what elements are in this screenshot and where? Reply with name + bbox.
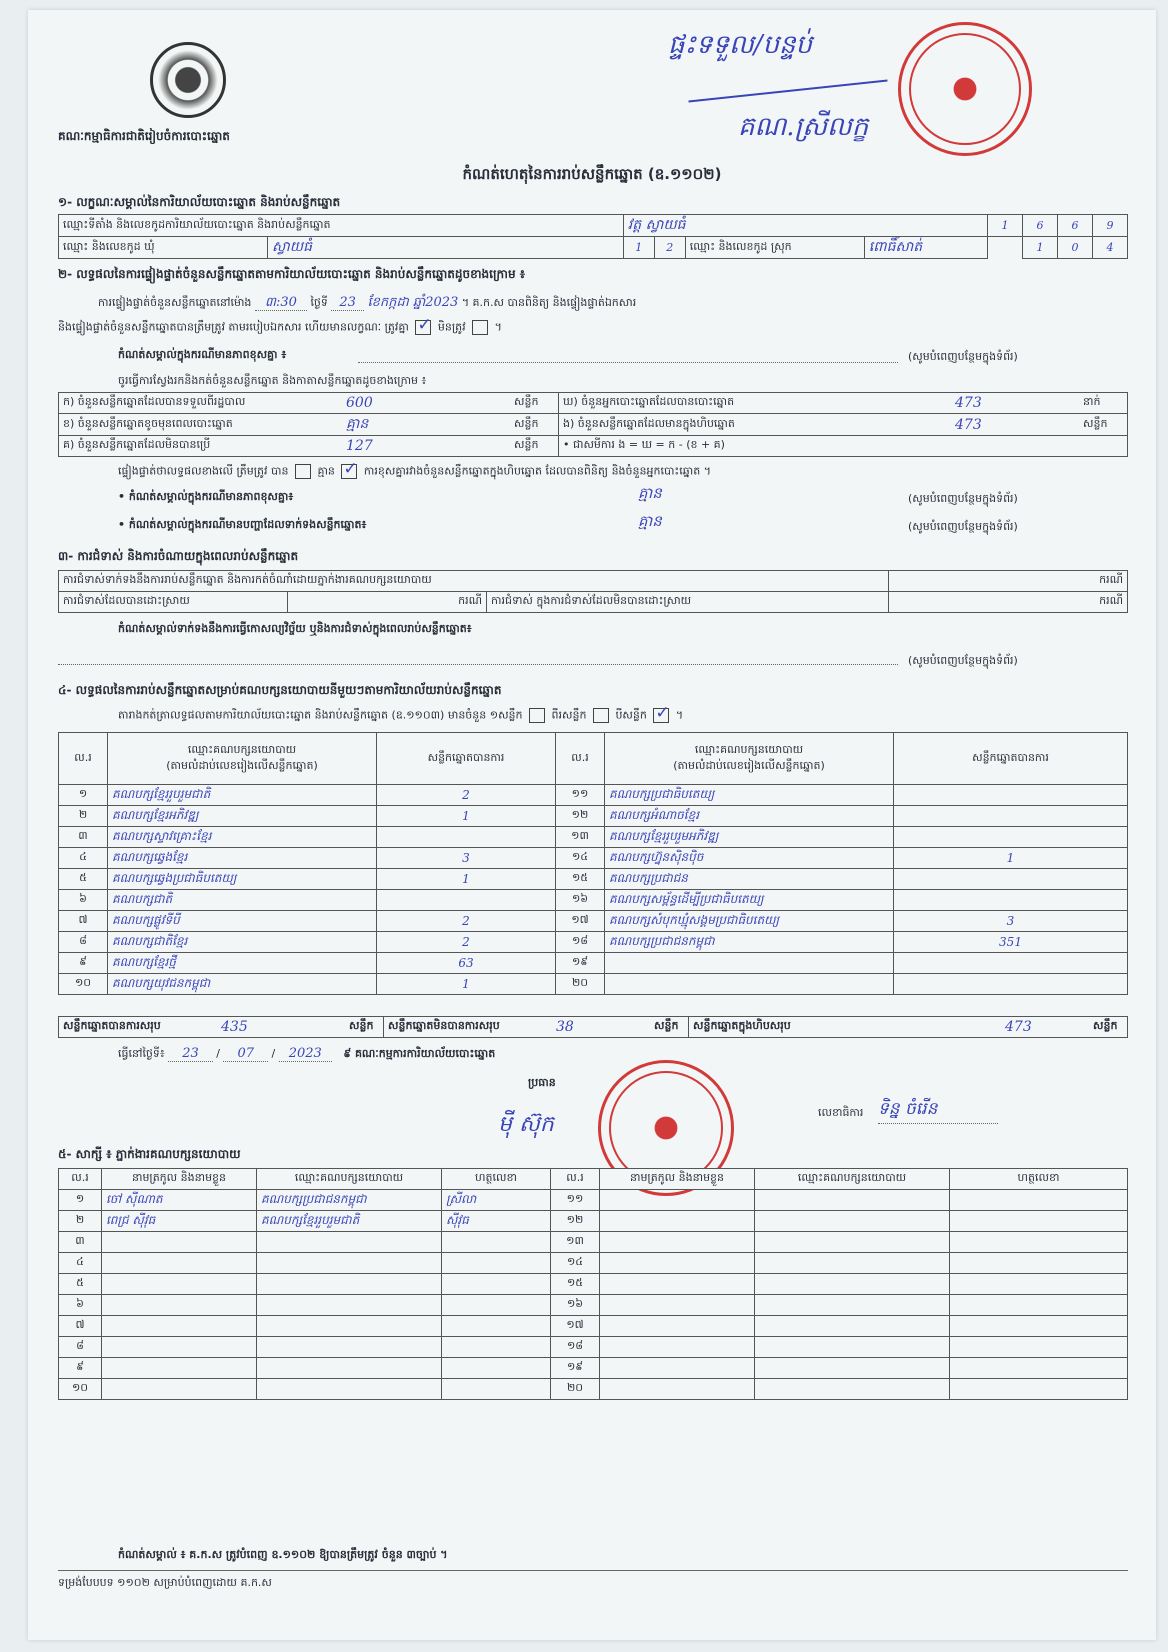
party-name: គណបក្សប្រជាជន (605, 869, 894, 890)
party-name: គណបក្សប្រជាធិបតេយ្យ (605, 785, 894, 806)
party-name: គណបក្សខ្មែរថ្មី (108, 953, 377, 974)
witness-no: ៣ (59, 1232, 102, 1253)
party-name: គណបក្សសម្ព័ន្ធដើម្បីប្រជាធិបតេយ្យ (605, 890, 894, 911)
section1-title: ១- លក្ខណៈសម្គាល់នៃការិយាល័យបោះឆ្នោត និងរាប់សន្លឹកឆ្នោត (58, 195, 341, 209)
witness-signature (950, 1253, 1128, 1274)
witness-signature (950, 1211, 1128, 1232)
party-no: ១៩ (556, 953, 605, 974)
count-unit: សន្លឹក (1079, 414, 1128, 436)
party-votes: 2 (377, 911, 556, 932)
party-votes: 1 (377, 974, 556, 995)
diff-reason-line (358, 362, 898, 363)
bullet1-value: គ្មាន (638, 484, 662, 502)
party-name: គណបក្សស្ទាវគ្រោះខ្មែរ (108, 827, 377, 848)
party-votes (377, 827, 556, 848)
mismatch-checkbox[interactable] (472, 320, 488, 335)
party-no: ៧ (59, 911, 108, 932)
party-votes: 2 (377, 932, 556, 953)
witness-no: ១៧ (551, 1316, 600, 1337)
party-no: ១ (59, 785, 108, 806)
col-party-title: ឈ្មោះគណបក្សនយោបាយ (694, 742, 804, 756)
witness-no: ១៩ (551, 1358, 600, 1379)
bullet1-label: • កំណត់សម្គាល់ក្នុងករណីមានភាពខុសគ្នា៖ (118, 490, 294, 503)
party-no: ១៥ (556, 869, 605, 890)
bottom-rule (58, 1570, 1128, 1571)
witness-signature: ស៊ីវុធ (442, 1211, 551, 1232)
witness-no: ១៣ (551, 1232, 600, 1253)
party-no: ២ (59, 806, 108, 827)
party-no: ១១ (556, 785, 605, 806)
section3-title: ៣- ការជំទាស់ និងការចំណាយក្នុងពេលរាប់សន្លឹកឆ្នោត (58, 549, 299, 563)
party-no: ១០ (59, 974, 108, 995)
section2-para1 (98, 294, 636, 313)
witness-name (600, 1337, 755, 1358)
party-votes (894, 869, 1128, 890)
witness-name (600, 1316, 755, 1337)
objection-unit: ករណី (288, 592, 487, 613)
table-row (59, 1316, 1128, 1337)
time-value: ៣:30 (255, 295, 307, 311)
witness-name (102, 1379, 257, 1400)
witness-signature (950, 1379, 1128, 1400)
col-party (605, 733, 894, 785)
witness-name (102, 1337, 257, 1358)
witness-no: ២ (59, 1211, 102, 1232)
code-digit: 1 (623, 237, 654, 259)
results-table (58, 732, 1128, 995)
count-label-e: ង) ចំនួនសន្លឹកឆ្នោតដែលមានក្នុងហិបឆ្នោត (559, 414, 952, 436)
party-votes (894, 785, 1128, 806)
witness-no: ៨ (59, 1337, 102, 1358)
table-row (59, 1232, 1128, 1253)
chair-signature: ម៉ី ស៊ុក (498, 1112, 554, 1137)
witness-party: គណបក្សខ្មែររួបរួមជាតិ (257, 1211, 442, 1232)
district-label: ឈ្មោះ និងលេខកូដ ស្រុក (685, 237, 864, 259)
section3-note-line (58, 664, 898, 665)
count-value-d: 473 (951, 393, 1079, 414)
opt-no: គ្មាន (317, 464, 335, 478)
witness-signature (442, 1379, 551, 1400)
table-row (59, 1337, 1128, 1358)
witness-no: ២០ (551, 1379, 600, 1400)
party-votes (894, 827, 1128, 848)
party-name (605, 953, 894, 974)
table-row (59, 1274, 1128, 1295)
col-no: ល.រ (556, 733, 605, 785)
witness-col-no: ល.រ (551, 1169, 600, 1190)
table-row (59, 911, 1128, 932)
total-invalid-label: សន្លឹកឆ្នោតមិនបានការសរុប (384, 1017, 553, 1038)
totals-table (58, 1016, 1128, 1038)
witness-no: ១៥ (551, 1274, 600, 1295)
objection-unit: ករណី (889, 571, 1128, 592)
witness-party (755, 1358, 950, 1379)
equation: • ជាសមីការ ង = ឃ = ក - (ខ + គ) (559, 436, 1128, 457)
code-digit: 0 (1058, 237, 1093, 259)
table-row (59, 932, 1128, 953)
commune-label: ឈ្មោះ និងលេខកូដ ឃុំ (59, 237, 268, 259)
party-no: ៨ (59, 932, 108, 953)
party-name: គណបក្សខ្មែររួបរួមអភិវឌ្ឍ (605, 827, 894, 848)
objection-resolved: ការជំទាស់ដែលបានដោះស្រាយ (59, 592, 288, 613)
party-name: គណបក្សជាតិខ្មែរ (108, 932, 377, 953)
witness-signature (950, 1190, 1128, 1211)
table-row (59, 1295, 1128, 1316)
table-row (59, 806, 1128, 827)
witness-signature (950, 1232, 1128, 1253)
col-party-sub: (តាមលំដាប់លេខរៀងលើសន្លឹកឆ្នោត) (673, 758, 825, 772)
party-votes: 3 (894, 911, 1128, 932)
witness-col-sig: ហត្ថលេខា (442, 1169, 551, 1190)
section2-para2: និងផ្ទៀងផ្ទាត់ចំនួនសន្លឹកឆ្នោតបានត្រឹមត្រូវ តាមរបៀបឯកសារ ហើយមានលក្ខណៈ ត្រូវគ្នា ✓ មិនត្រូវ ។ (58, 320, 502, 337)
party-name: គណបក្សសំបុកឃ្មុំសង្គមប្រជាធិបតេយ្យ (605, 911, 894, 932)
total-unit: សន្លឹក (1089, 1017, 1128, 1038)
table-row (59, 953, 1128, 974)
col-votes: សន្លឹកឆ្នោតបានការ (377, 733, 556, 785)
party-name: គណបក្សខ្មែររួបរួមជាតិ (108, 785, 377, 806)
section2-title: ២- លទ្ធផលនៃការផ្ទៀងផ្ទាត់ចំនួនសន្លឹកឆ្នោតតាមការិយាល័យបោះឆ្នោត និងរាប់សន្លឹកឆ្នោតដូចខាងក្រោម ៖ (58, 267, 526, 281)
witness-name (600, 1358, 755, 1379)
witness-name (600, 1190, 755, 1211)
count-label-c: គ) ចំនួនសន្លឹកឆ្នោតដែលមិនបានប្រើ (59, 436, 343, 457)
code-digit: 6 (1023, 215, 1058, 237)
opt-two: ពីរសន្លឹក (551, 708, 587, 722)
party-votes: 1 (894, 848, 1128, 869)
witness-table (58, 1168, 1128, 1400)
code-digit: 1 (1023, 237, 1058, 259)
document-page (28, 10, 1156, 1640)
table-row (59, 1379, 1128, 1400)
witness-no: ៧ (59, 1316, 102, 1337)
count-unit: នាក់ (1079, 393, 1128, 414)
witness-col-name: នាមត្រកូល និងនាមខ្លួន (102, 1169, 257, 1190)
party-name: គណបក្សហ្វ៊ុនស៊ិនប៉ិច (605, 848, 894, 869)
section3-note: កំណត់សម្គាល់ទាក់ទងនឹងការធ្វើកោសល្យវិច្ច័យ ឬនិងការជំទាស់ក្នុងពេលរាប់សន្លឹកឆ្នោត៖ (118, 622, 472, 635)
col-party (108, 733, 377, 785)
committee-label: ៩ គណៈកម្មការការិយាល័យបោះឆ្នោត (343, 1047, 496, 1060)
official-stamp-top (898, 22, 1032, 156)
top-handwritten-name: គណ.ស្រីលក្ខ (738, 112, 869, 142)
table-row (59, 974, 1128, 995)
para2-text: និងផ្ទៀងផ្ទាត់ចំនួនសន្លឹកឆ្នោតបានត្រឹមត្រូវ តាមរបៀបឯកសារ ហើយមានលក្ខណៈ ត្រូវគ្នា (58, 320, 409, 334)
chair-label: ប្រធាន (528, 1076, 556, 1089)
witness-party (755, 1253, 950, 1274)
section3-hint: (សូមបំពេញបន្ថែមក្នុងទំព័រ) (908, 654, 1018, 667)
party-votes (377, 890, 556, 911)
witness-name (102, 1274, 257, 1295)
party-name: គណបក្សខ្មែរអភិវឌ្ឍ (108, 806, 377, 827)
witness-signature (950, 1358, 1128, 1379)
party-no: ១២ (556, 806, 605, 827)
total-box-label: សន្លឹកឆ្នោតក្នុងហិបសរុប (689, 1017, 1002, 1038)
table-row (59, 1190, 1128, 1211)
one-sheet-checkbox[interactable] (529, 708, 545, 723)
party-no: ២០ (556, 974, 605, 995)
date-year: 2023 (279, 1046, 332, 1062)
para1-day: ថ្ងៃទី (310, 296, 328, 309)
col-party-title: ឈ្មោះគណបក្សនយោបាយ (187, 742, 297, 756)
witness-party (755, 1379, 950, 1400)
mismatch-label: មិនត្រូវ (437, 320, 466, 334)
party-name: គណបក្សផ្លូវទីបី (108, 911, 377, 932)
made-at-label: ធ្វើនៅថ្ងៃទី៖ (118, 1047, 165, 1060)
party-votes (894, 890, 1128, 911)
verify-text: ផ្ទៀងផ្ទាត់ថាលទ្ធផលខាងលើ ត្រឹមត្រូវ បាន (118, 464, 289, 478)
code-digit: 6 (1058, 215, 1093, 237)
witness-no: ១៤ (551, 1253, 600, 1274)
party-votes: 1 (377, 869, 556, 890)
bullet1-hint: (សូមបំពេញបន្ថែមក្នុងទំព័រ) (908, 492, 1018, 505)
party-no: ១៧ (556, 911, 605, 932)
witness-name (600, 1253, 755, 1274)
three-sheet-checkbox[interactable] (653, 708, 669, 723)
section4-intro: តារាងកត់ត្រាលទ្ធផលតាមការិយាល័យបោះឆ្នោត និងរាប់សន្លឹកឆ្នោត (ឧ.១១០៣) មានចំនួន ១សន្លឹក ពីរសន្លឹក បីសន្លឹក ✓ ។ (118, 708, 683, 725)
witness-col-name: នាមត្រកូល និងនាមខ្លួន (600, 1169, 755, 1190)
total-unit: សន្លឹក (650, 1017, 689, 1038)
party-votes: 63 (377, 953, 556, 974)
witness-party (257, 1274, 442, 1295)
count-unit: សន្លឹក (510, 393, 559, 414)
commune-value: ស្វាយធំ (268, 237, 624, 259)
section1-table (58, 214, 1128, 259)
witness-signature (442, 1358, 551, 1379)
witness-signature (950, 1337, 1128, 1358)
witness-signature (442, 1274, 551, 1295)
party-no: ១៣ (556, 827, 605, 848)
two-sheet-checkbox[interactable] (593, 708, 609, 723)
code-digit: 1 (988, 215, 1023, 237)
witness-party (257, 1253, 442, 1274)
bullet2-hint: (សូមបំពេញបន្ថែមក្នុងទំព័រ) (908, 520, 1018, 533)
witness-signature (950, 1295, 1128, 1316)
witness-name: ចៅ ស៊ីណាត (102, 1190, 257, 1211)
witness-party (755, 1316, 950, 1337)
month-year: ខែកក្កដា ឆ្នាំ2023 (367, 295, 459, 310)
verify-rest: ការខុសគ្នារវាងចំនួនសន្លឹកឆ្នោតក្នុងហិបឆ្នោត ដែលបានពិនិត្យ និងចំនួនអ្នកបោះឆ្នោត ។ (363, 464, 711, 478)
diff-reason-label: កំណត់សម្គាល់ក្នុងករណីមានភាពខុសគ្នា ៖ (118, 348, 287, 361)
table-row (59, 1253, 1128, 1274)
footnote: កំណត់សម្គាល់ ៖ គ.ក.ស ត្រូវបំពេញ ឧ.១១០២ ឱ្យបានត្រឹមត្រូវ ចំនួន ៣ច្បាប់ ។ (118, 1548, 448, 1561)
col-votes: សន្លឹកឆ្នោតបានការ (894, 733, 1128, 785)
witness-col-sig: ហត្ថលេខា (950, 1169, 1128, 1190)
count-value-b: គ្មាន (342, 414, 510, 436)
objection-unit: ករណី (889, 592, 1128, 613)
witness-no: ៦ (59, 1295, 102, 1316)
witness-signature (442, 1253, 551, 1274)
witness-name (600, 1211, 755, 1232)
witness-no: ១០ (59, 1379, 102, 1400)
party-name (605, 974, 894, 995)
party-votes (894, 806, 1128, 827)
opt-three: បីសន្លឹក (615, 708, 647, 722)
party-no: ១៦ (556, 890, 605, 911)
total-valid: 435 (217, 1017, 345, 1038)
bottom-note: ទម្រង់បែបបទ ១១០២ សម្រាប់បំពេញដោយ គ.ក.ស (58, 1576, 272, 1589)
witness-party (755, 1211, 950, 1232)
party-votes: 1 (377, 806, 556, 827)
witness-col-no: ល.រ (59, 1169, 102, 1190)
party-no: ៦ (59, 890, 108, 911)
has-diff-checkbox[interactable] (341, 464, 357, 479)
code-digit: 4 (1093, 237, 1128, 259)
party-votes (894, 974, 1128, 995)
code-digit: 9 (1093, 215, 1128, 237)
party-name: គណបក្សអំណាចខ្មែរ (605, 806, 894, 827)
witness-party (257, 1232, 442, 1253)
witness-name: ពេជ្រ ស៊ីវុធ (102, 1211, 257, 1232)
col-no: ល.រ (59, 733, 108, 785)
witness-no: ១២ (551, 1211, 600, 1232)
day-value: 23 (331, 295, 364, 311)
org-name: គណៈកម្មាធិការជាតិរៀបចំការបោះឆ្នោត (58, 129, 230, 143)
witness-party (257, 1316, 442, 1337)
emblem-icon (150, 42, 226, 118)
witness-name (102, 1295, 257, 1316)
table-row (59, 785, 1128, 806)
table-row (59, 1358, 1128, 1379)
party-no: ៣ (59, 827, 108, 848)
witness-party (755, 1232, 950, 1253)
count-value-a: 600 (342, 393, 510, 414)
witness-name (102, 1232, 257, 1253)
section5-title: ៥- សាក្សី ៖ ភ្នាក់ងារគណបក្សនយោបាយ (58, 1147, 241, 1161)
count-label-b: ខ) ចំនួនសន្លឹកឆ្នោតខូចមុនពេលបោះឆ្នោត (59, 414, 343, 436)
count-unit: សន្លឹក (510, 414, 559, 436)
party-name: គណបក្សយុវជនកម្ពុជា (108, 974, 377, 995)
party-votes: 351 (894, 932, 1128, 953)
witness-name (600, 1232, 755, 1253)
witness-no: ៤ (59, 1253, 102, 1274)
document-title: កំណត់ហេតុនៃការរាប់សន្លឹកឆ្នោត (ឧ.១១០២) (462, 165, 722, 183)
witness-party: គណបក្សប្រជាជនកម្ពុជា (257, 1190, 442, 1211)
table-row (59, 869, 1128, 890)
count-value-c: 127 (342, 436, 510, 457)
witness-no: ១៦ (551, 1295, 600, 1316)
witness-party (257, 1358, 442, 1379)
witness-signature: ស្រីលា (442, 1190, 551, 1211)
witness-signature (442, 1295, 551, 1316)
date-month: 07 (223, 1046, 268, 1062)
date-day: 23 (168, 1046, 213, 1062)
party-name: គណបក្សឆ្វេងប្រជាធិបតេយ្យ (108, 869, 377, 890)
witness-party (755, 1190, 950, 1211)
count-label-a: ក) ចំនួនសន្លឹកឆ្នោតដែលបានទទួលពីរដ្ឋបាល (59, 393, 343, 414)
witness-name (600, 1379, 755, 1400)
witness-party (257, 1379, 442, 1400)
party-name: គណបក្សប្រជាជនកម្ពុជា (605, 932, 894, 953)
date-line: ធ្វើនៅថ្ងៃទី៖ 23 / 07 / 2023 ៩ គណៈកម្មការការិយាល័យបោះឆ្នោត (118, 1046, 496, 1061)
objection-table (58, 570, 1128, 613)
party-no: ៤ (59, 848, 108, 869)
witness-no: ១១ (551, 1190, 600, 1211)
witness-name (600, 1295, 755, 1316)
col-party-sub: (តាមលំដាប់លេខរៀងលើសន្លឹកឆ្នោត) (166, 758, 318, 772)
witness-signature (950, 1274, 1128, 1295)
bullet2-label: • កំណត់សម្គាល់ក្នុងករណីមានបញ្ហាដែលទាក់ទងសន្លឹកឆ្នោត៖ (118, 518, 367, 531)
section4-title: ៤- លទ្ធផលនៃការរាប់សន្លឹកឆ្នោតសម្រាប់គណបក្សនយោបាយនីមួយៗតាមការិយាល័យរាប់សន្លឹកឆ្នោត (58, 683, 502, 697)
witness-party (755, 1337, 950, 1358)
witness-no: ១ (59, 1190, 102, 1211)
witness-signature (442, 1232, 551, 1253)
witness-party (755, 1295, 950, 1316)
bullet2-value: គ្មាន (638, 512, 662, 530)
witness-party (257, 1337, 442, 1358)
party-no: ១៤ (556, 848, 605, 869)
witness-name (600, 1274, 755, 1295)
party-no: ១៨ (556, 932, 605, 953)
party-votes (894, 953, 1128, 974)
witness-col-party: ឈ្មោះគណបក្សនយោបាយ (755, 1169, 950, 1190)
match-checkbox[interactable] (415, 320, 431, 335)
location-label: ឈ្មោះទីតាំង និងលេខកូដការិយាល័យបោះឆ្នោត និងរាប់សន្លឹកឆ្នោត (59, 215, 624, 237)
district-value: ពោធិ៍សាត់ (864, 237, 987, 259)
code-digit: 2 (654, 237, 685, 259)
witness-name (102, 1316, 257, 1337)
witness-no: ៥ (59, 1274, 102, 1295)
witness-signature (442, 1337, 551, 1358)
party-no: ៥ (59, 869, 108, 890)
list-intro: ចូរធ្វើការស្វែងរកនិងកត់ចំនួនសន្លឹកឆ្នោត និងកាតាសន្លឹកឆ្នោតដូចខាងក្រោម ៖ (118, 374, 427, 387)
table-row (59, 1211, 1128, 1232)
verify-line (118, 464, 711, 481)
top-handwritten-note: ផ្ទះទទួល/បន្ទប់ (668, 30, 812, 60)
no-diff-checkbox[interactable] (295, 464, 311, 479)
count-unit: សន្លឹក (510, 436, 559, 457)
party-votes: 3 (377, 848, 556, 869)
count-label-d: ឃ) ចំនួនអ្នកបោះឆ្នោតដែលបានបោះឆ្នោត (559, 393, 952, 414)
para1-prefix: ការផ្ទៀងផ្ទាត់ចំនួនសន្លឹកឆ្នោតនៅម៉ោង (98, 296, 252, 309)
party-name: គណបក្សឆ្វេងខ្មែរ (108, 848, 377, 869)
table-row (59, 827, 1128, 848)
counts-table (58, 392, 1128, 457)
objection-row1: ការជំទាស់ទាក់ទងនឹងការរាប់សន្លឹកឆ្នោត និងការកត់ចំណាំដោយភ្នាក់ងារគណបក្សនយោបាយ (59, 571, 889, 592)
count-value-e: 473 (951, 414, 1079, 436)
secretary-label: លេខាធិការ (818, 1106, 864, 1119)
witness-signature (442, 1316, 551, 1337)
witness-col-party: ឈ្មោះគណបក្សនយោបាយ (257, 1169, 442, 1190)
diff-reason-hint: (សូមបំពេញបន្ថែមក្នុងទំព័រ) (908, 350, 1018, 363)
total-box: 473 (1001, 1017, 1089, 1038)
total-valid-label: សន្លឹកឆ្នោតបានការសរុប (59, 1017, 218, 1038)
intro-text: តារាងកត់ត្រាលទ្ធផលតាមការិយាល័យបោះឆ្នោត និងរាប់សន្លឹកឆ្នោត (ឧ.១១០៣) មានចំនួន ១សន្លឹក (118, 708, 523, 722)
table-row (59, 890, 1128, 911)
witness-no: ៩ (59, 1358, 102, 1379)
witness-party (755, 1274, 950, 1295)
party-name: គណបក្សជាតិ (108, 890, 377, 911)
secretary-name: ទិន្ន ចំរើន (878, 1098, 998, 1124)
witness-name (102, 1358, 257, 1379)
location-value: វត្ត ស្វាយធំ (623, 215, 987, 237)
pen-stroke (688, 80, 887, 103)
party-no: ៩ (59, 953, 108, 974)
para1-rest: ។ គ.ក.ស បានពិនិត្យ និងផ្ទៀងផ្ទាត់ឯកសារ (461, 296, 637, 309)
party-votes: 2 (377, 785, 556, 806)
objection-unresolved: ការជំទាស់ ក្នុងការជំទាស់ដែលមិនបានដោះស្រាយ (487, 592, 889, 613)
witness-signature (950, 1316, 1128, 1337)
witness-party (257, 1295, 442, 1316)
total-unit: សន្លឹក (345, 1017, 384, 1038)
total-invalid: 38 (552, 1017, 650, 1038)
witness-name (102, 1253, 257, 1274)
witness-no: ១៨ (551, 1337, 600, 1358)
table-row (59, 848, 1128, 869)
